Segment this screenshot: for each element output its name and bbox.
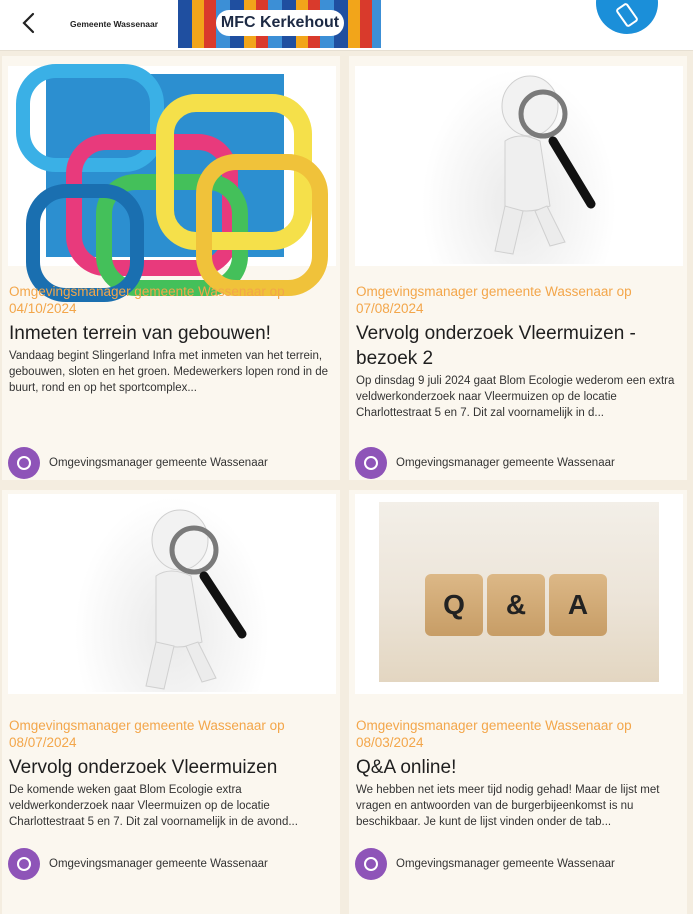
post-author [8,447,268,479]
project-title: MFC Kerkehout [216,10,344,36]
avatar [8,447,40,479]
post-meta: Omgevingsmanager gemeente Wassenaar op 04/10/2024 [9,284,285,316]
dice-ampersand: & [487,574,545,636]
author-name: Omgevingsmanager gemeente Wassenaar [49,457,268,469]
project-banner [178,0,381,48]
avatar [8,848,40,880]
post-image-magnifier-figure [355,66,683,266]
municipality-logo [70,16,158,32]
post-excerpt: Op dinsdag 9 juli 2024 gaat Blom Ecologie wederom een extra veldwerkonderzoek naar Vleermuizen op de locatie Charlottestraat 5 en 7. Dit zal voornamelijk in d... [356,375,675,419]
post-image-qa-dice [355,494,683,694]
dice-a: A [549,574,607,636]
post-author [355,848,615,880]
post-excerpt: Vandaag begint Slingerland Infra met inmeten van het terrein, gebouwen, sloten en het groen. Medewerkers lopen rond in de buurt, rond en op het sportcomplex... [9,350,329,394]
author-name: Omgevingsmanager gemeente Wassenaar [396,457,615,469]
post-title[interactable]: Vervolg onderzoek Vleermuizen - bezoek 2 [356,323,636,369]
dice-q: Q [425,574,483,636]
post-author [355,447,615,479]
post-excerpt: De komende weken gaat Blom Ecologie extra veldwerkonderzoek naar Vleermuizen op de locatie Charlottestraat 5 en 7. Dit zal voornamelijk in de avond... [9,784,298,828]
avatar [355,447,387,479]
post-title[interactable]: Inmeten terrein van gebouwen! [9,323,271,344]
top-bar [0,0,693,51]
post-title[interactable]: Vervolg onderzoek Vleermuizen [9,757,278,778]
avatar [355,848,387,880]
post-author [8,848,268,880]
municipality-name: Gemeente Wassenaar [70,19,159,29]
post-meta: Omgevingsmanager gemeente Wassenaar op 08/07/2024 [9,718,285,750]
author-name: Omgevingsmanager gemeente Wassenaar [396,858,615,870]
post-meta: Omgevingsmanager gemeente Wassenaar op 07/08/2024 [356,284,632,316]
post-meta: Omgevingsmanager gemeente Wassenaar op 08/03/2024 [356,718,632,750]
post-image-magnifier-figure [8,494,336,694]
rotate-device-icon [614,2,640,28]
post-excerpt: We hebben net iets meer tijd nodig gehad! Maar de lijst met vragen en antwoorden van de burgerbijeenkomst is nu beschikbaar. Je kunt de lijst vinden onder de tab... [356,784,660,828]
post-image-measuring-tapes [8,66,336,266]
post-card[interactable] [349,56,687,480]
magnifier-figure-illustration [8,494,336,694]
chevron-left-icon [20,12,38,34]
post-card[interactable] [2,490,340,914]
post-title[interactable]: Q&A online! [356,757,457,778]
post-card[interactable] [2,56,340,480]
author-name: Omgevingsmanager gemeente Wassenaar [49,858,268,870]
back-button[interactable] [14,8,44,38]
post-card[interactable] [349,490,687,914]
magnifier-figure-illustration [355,66,683,266]
